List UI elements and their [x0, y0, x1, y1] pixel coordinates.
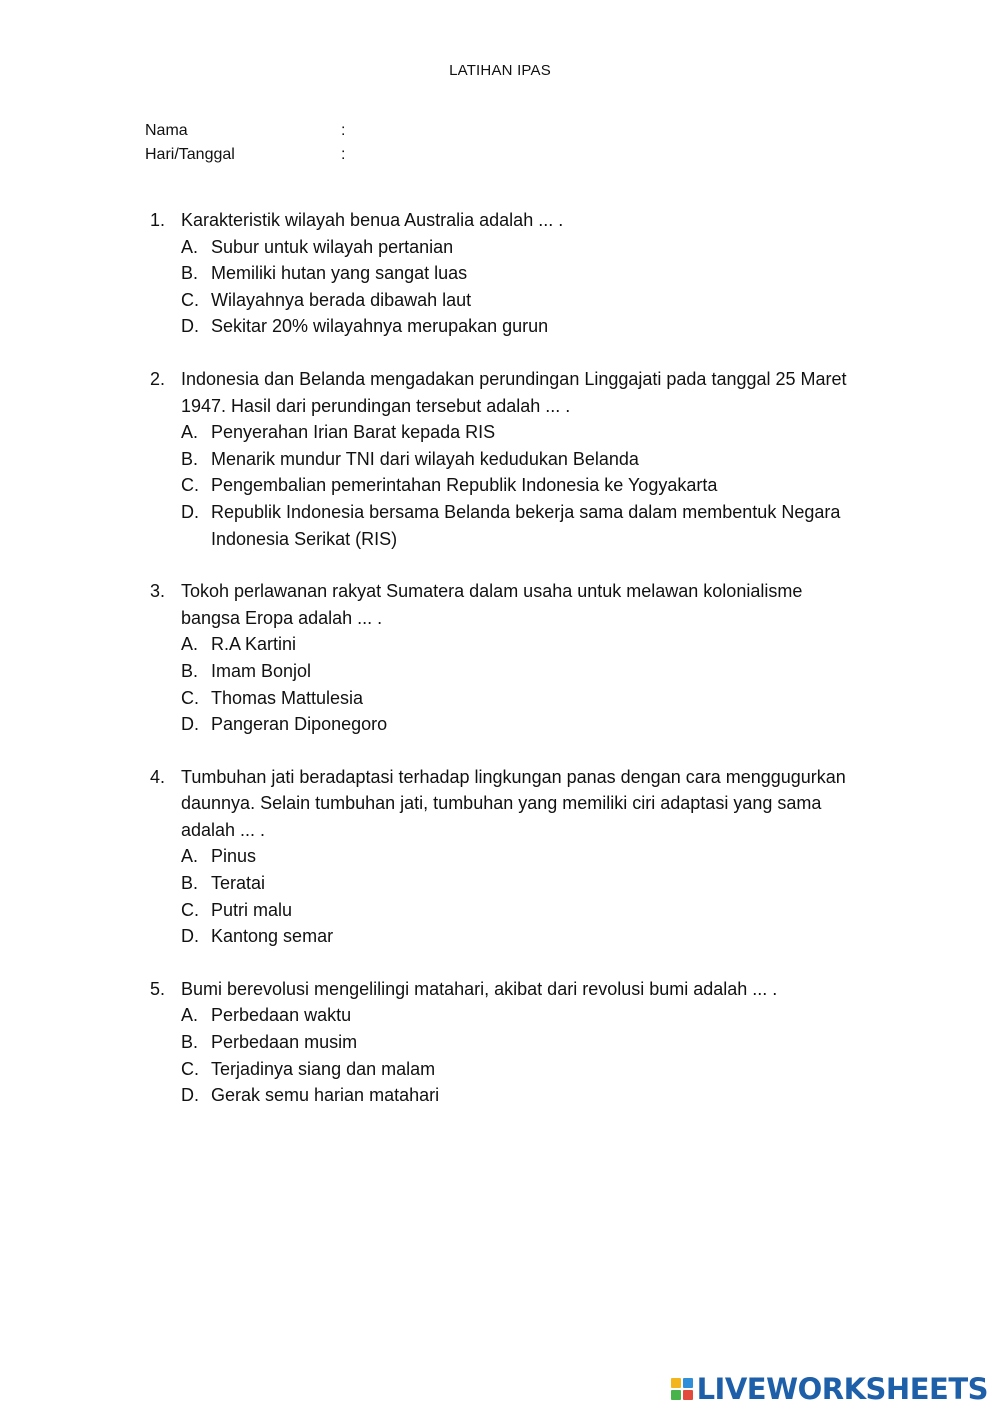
- option-c: [181, 1056, 865, 1083]
- option-b: [181, 658, 865, 685]
- option-text: Thomas Mattulesia: [211, 687, 364, 708]
- option-letter: D.: [181, 926, 199, 947]
- date-colon: :: [341, 146, 346, 163]
- option-d: [181, 711, 865, 738]
- question-list: [150, 207, 865, 1135]
- question-text: Indonesia dan Belanda mengadakan perundingan Linggajati pada tanggal 25 Maret 1947. Hasil dari perundingan tersebut adalah ... .: [181, 368, 847, 416]
- option-a: [181, 1002, 865, 1029]
- option-c: [181, 472, 865, 499]
- option-text: Pengembalian pemerintahan Republik Indonesia ke Yogyakarta: [211, 475, 718, 496]
- option-letter: C.: [181, 1058, 199, 1079]
- name-label: Nama: [145, 122, 188, 139]
- liveworksheets-logo-icon: [671, 1378, 693, 1400]
- option-letter: D.: [181, 1085, 199, 1106]
- question-number: 5.: [150, 978, 166, 999]
- option-text: R.A Kartini: [211, 634, 297, 655]
- option-b: [181, 870, 865, 897]
- option-b: [181, 446, 865, 473]
- option-a: [181, 234, 865, 261]
- option-letter: C.: [181, 289, 199, 310]
- option-c: [181, 287, 865, 314]
- option-letter: C.: [181, 687, 199, 708]
- option-text: Menarik mundur TNI dari wilayah kedudukan Belanda: [211, 448, 639, 469]
- question-number: 2.: [150, 368, 166, 389]
- option-letter: A.: [181, 1005, 199, 1026]
- question-1: [150, 207, 865, 340]
- option-text: Memiliki hutan yang sangat luas: [211, 263, 468, 284]
- question-text: Tokoh perlawanan rakyat Sumatera dalam usaha untuk melawan kolonialisme bangsa Eropa adalah ... .: [181, 581, 803, 628]
- question-3: [150, 578, 865, 738]
- question-2: [150, 366, 865, 552]
- option-text: Wilayahnya berada dibawah laut: [211, 289, 472, 310]
- question-text: Karakteristik wilayah benua Australia adalah ... .: [181, 210, 564, 230]
- option-text: Republik Indonesia bersama Belanda bekerja sama dalam membentuk Negara Indonesia Serikat (RIS): [211, 501, 841, 549]
- option-text: Pangeran Diponegoro: [211, 714, 388, 735]
- date-field: [145, 146, 345, 164]
- date-label: Hari/Tanggal: [145, 146, 235, 163]
- option-a: [181, 419, 865, 446]
- question-number: 4.: [150, 766, 166, 787]
- question-number: 3.: [150, 581, 166, 602]
- option-text: Sekitar 20% wilayahnya merupakan gurun: [211, 316, 549, 337]
- option-b: [181, 1029, 865, 1056]
- question-5: [150, 976, 865, 1109]
- option-letter: D.: [181, 501, 199, 522]
- option-text: Imam Bonjol: [211, 660, 312, 681]
- option-a: [181, 843, 865, 870]
- brand-name: LIVEWORKSHEETS: [696, 1372, 988, 1406]
- option-letter: A.: [181, 236, 199, 257]
- option-d: [181, 499, 865, 552]
- option-letter: D.: [181, 714, 199, 735]
- option-text: Perbedaan waktu: [211, 1005, 352, 1026]
- option-text: Subur untuk wilayah pertanian: [211, 236, 454, 257]
- option-letter: B.: [181, 873, 199, 894]
- option-a: [181, 631, 865, 658]
- option-text: Terjadinya siang dan malam: [211, 1058, 436, 1079]
- option-text: Putri malu: [211, 899, 293, 920]
- option-text: Kantong semar: [211, 926, 334, 947]
- question-4: [150, 764, 865, 950]
- option-d: [181, 923, 865, 950]
- page-title: LATIHAN IPAS: [449, 62, 551, 79]
- option-letter: B.: [181, 1032, 199, 1053]
- name-colon: :: [341, 122, 346, 139]
- option-letter: A.: [181, 634, 199, 655]
- option-c: [181, 685, 865, 712]
- option-text: Penyerahan Irian Barat kepada RIS: [211, 422, 496, 443]
- option-letter: B.: [181, 263, 199, 284]
- option-text: Teratai: [211, 873, 266, 894]
- option-d: [181, 313, 865, 340]
- option-text: Gerak semu harian matahari: [211, 1085, 440, 1106]
- option-letter: D.: [181, 316, 199, 337]
- option-b: [181, 260, 865, 287]
- option-letter: B.: [181, 448, 199, 469]
- option-letter: C.: [181, 899, 199, 920]
- name-field: [145, 122, 345, 140]
- option-text: Pinus: [211, 846, 257, 867]
- option-letter: B.: [181, 660, 199, 681]
- liveworksheets-footer[interactable]: [671, 1374, 988, 1404]
- option-c: [181, 897, 865, 924]
- option-letter: C.: [181, 475, 199, 496]
- question-text: Tumbuhan jati beradaptasi terhadap lingkungan panas dengan cara menggugurkan daunnya. Selain tumbuhan jati, tumbuhan yang memiliki ciri adaptasi yang sama adalah ... .: [181, 766, 846, 840]
- option-letter: A.: [181, 422, 199, 443]
- option-d: [181, 1082, 865, 1109]
- question-number: 1.: [150, 210, 166, 230]
- question-text: Bumi berevolusi mengelilingi matahari, akibat dari revolusi bumi adalah ... .: [181, 978, 778, 999]
- option-letter: A.: [181, 846, 199, 867]
- option-text: Perbedaan musim: [211, 1032, 358, 1053]
